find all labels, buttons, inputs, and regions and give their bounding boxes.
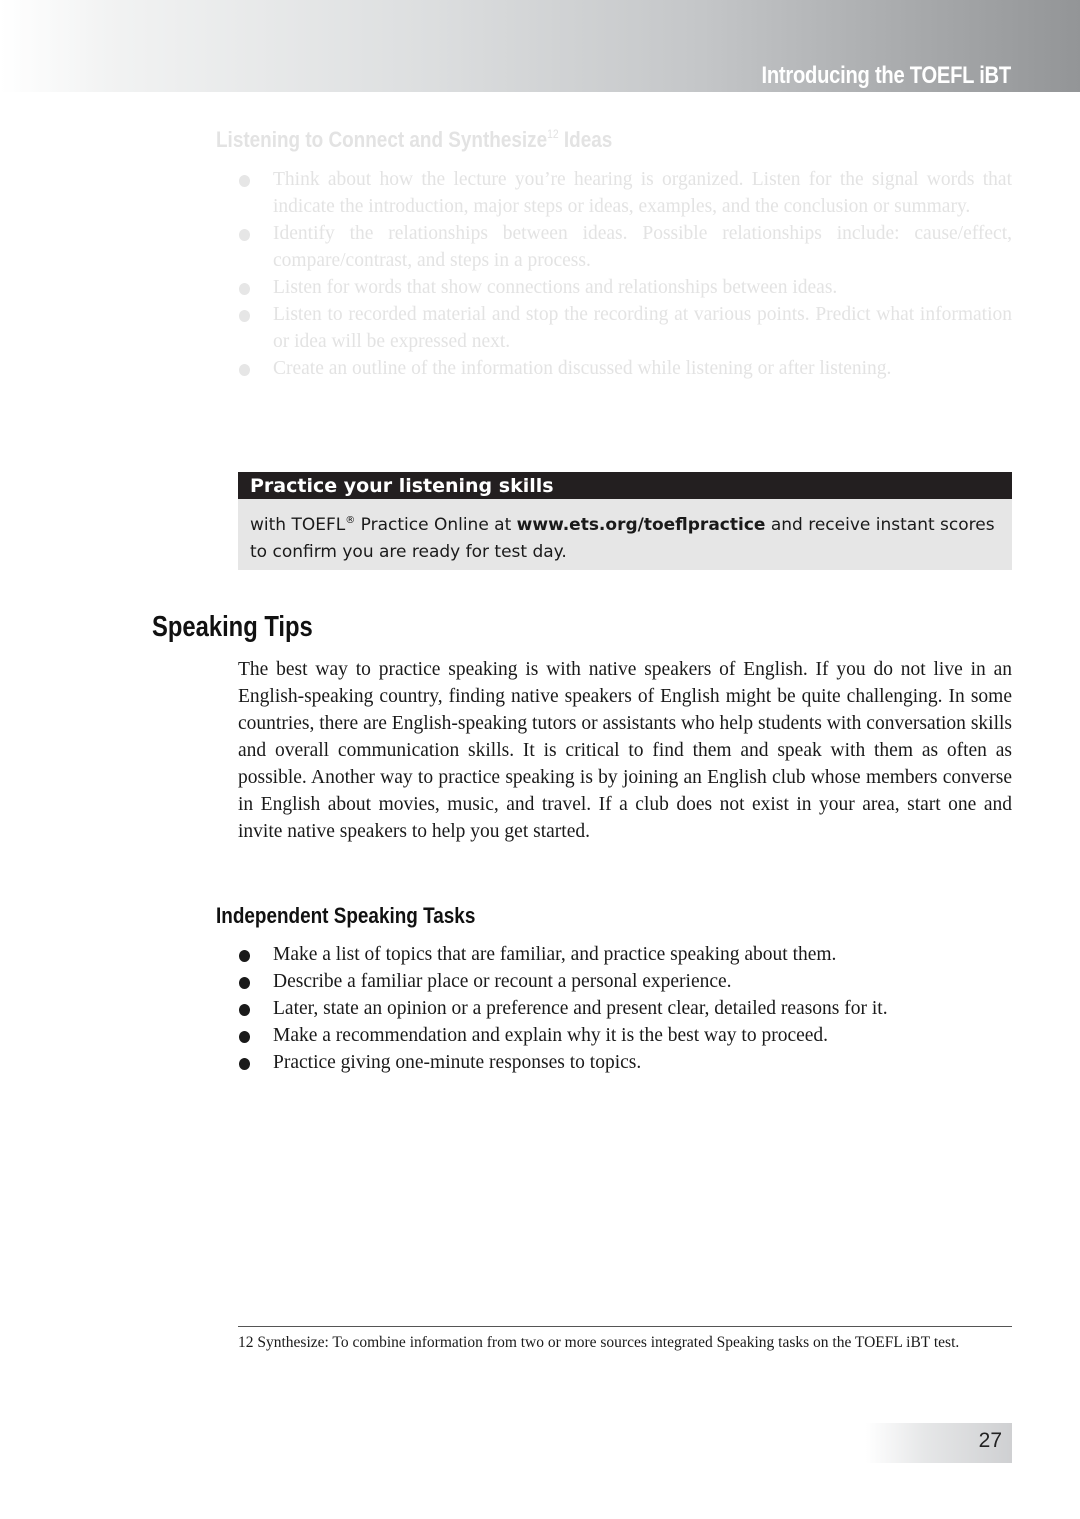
bullet-icon — [239, 229, 250, 241]
page-number: 27 — [978, 1429, 1002, 1452]
callout-body — [238, 499, 1012, 570]
bullet-icon — [239, 364, 250, 376]
section-title-speaking-tips: Speaking Tips — [152, 611, 313, 643]
bullet-icon — [239, 310, 250, 322]
header-band — [0, 0, 1080, 92]
bullet-icon — [239, 1058, 250, 1070]
list-item — [238, 941, 1012, 968]
list-item — [238, 1022, 1012, 1049]
list-item-text: Later, state an opinion or a preference and present clear, detailed reasons for it. — [273, 998, 888, 1019]
bullet-icon — [239, 1004, 250, 1016]
running-header-title: Introducing the TOEFL iBT — [761, 62, 1011, 89]
bullet-icon — [239, 1031, 250, 1043]
callout-title: Practice your listening skills — [238, 472, 1012, 499]
listening-subheading-tail: Ideas — [558, 127, 613, 152]
list-item-text: Make a list of topics that are familiar, and practice speaking about them. — [273, 944, 837, 965]
list-item-text: Think about how the lecture you’re hearing is organized. Listen for the signal words that indicate the introduction, major steps or ideas, examples, and the conclusion or summary. — [273, 169, 1012, 217]
list-item — [238, 1049, 1012, 1076]
callout-text: and receive instant scores to confirm you are ready for test day. — [250, 515, 995, 562]
list-item-text: Make a recommendation and explain why it is the best way to proceed. — [273, 1025, 829, 1046]
page-number-box — [866, 1423, 1012, 1463]
list-item-text: Describe a familiar place or recount a personal experience. — [273, 971, 732, 992]
listening-bullet-list — [238, 166, 1012, 382]
list-item-text: Practice giving one-minute responses to topics. — [273, 1052, 642, 1073]
practice-url-link[interactable]: www.ets.org/toeflpractice — [516, 515, 766, 535]
footnote-divider — [238, 1326, 1012, 1327]
bullet-icon — [239, 175, 250, 187]
list-item-text: Listen to recorded material and stop the recording at various points. Predict what information or idea will be expressed next. — [273, 304, 1012, 352]
registered-mark: ® — [345, 515, 356, 526]
callout-text: with TOEFL — [250, 515, 346, 535]
list-item-text: Create an outline of the information discussed while listening or after listening. — [273, 358, 892, 379]
list-item-text: Listen for words that show connections and relationships between ideas. — [273, 277, 838, 298]
footnote-ref: 12 — [547, 127, 559, 141]
bullet-icon — [239, 977, 250, 989]
listening-subheading — [216, 127, 612, 153]
practice-callout-box — [238, 472, 1012, 570]
list-item — [238, 301, 1012, 355]
footnote: 12 Synthesize: To combine information from two or more sources integrated Speaking tasks on the TOEFL iBT test. — [238, 1334, 960, 1351]
list-item-text: Identify the relationships between ideas. Possible relationships include: cause/effect, compare/contrast, and steps in a process. — [273, 223, 1012, 271]
list-item — [238, 166, 1012, 220]
bullet-icon — [239, 950, 250, 962]
bullet-icon — [239, 283, 250, 295]
speaking-paragraph: The best way to practice speaking is with native speakers of English. If you do not live in an English-speaking country, finding native speakers of English might be quite challenging. In some countries, there are English-speaking tutors or assistants who help students with conversation skills and overall communication skills. It is critical to find them and speak with them as often as possible. Another way to practice speaking is by joining an English club whose members converse in English about movies, music, and travel. If a club does not exist in your area, start one and invite native speakers to help you get started. — [238, 659, 1012, 842]
list-item — [238, 968, 1012, 995]
listening-subheading-main: Listening to Connect and Synthesize — [216, 127, 548, 152]
list-item — [238, 355, 1012, 382]
independent-speaking-subheading: Independent Speaking Tasks — [216, 903, 476, 928]
list-item — [238, 274, 1012, 301]
list-item — [238, 220, 1012, 274]
speaking-bullet-list — [238, 941, 1012, 1076]
callout-text: Practice Online at — [355, 515, 517, 535]
list-item — [238, 995, 1012, 1022]
